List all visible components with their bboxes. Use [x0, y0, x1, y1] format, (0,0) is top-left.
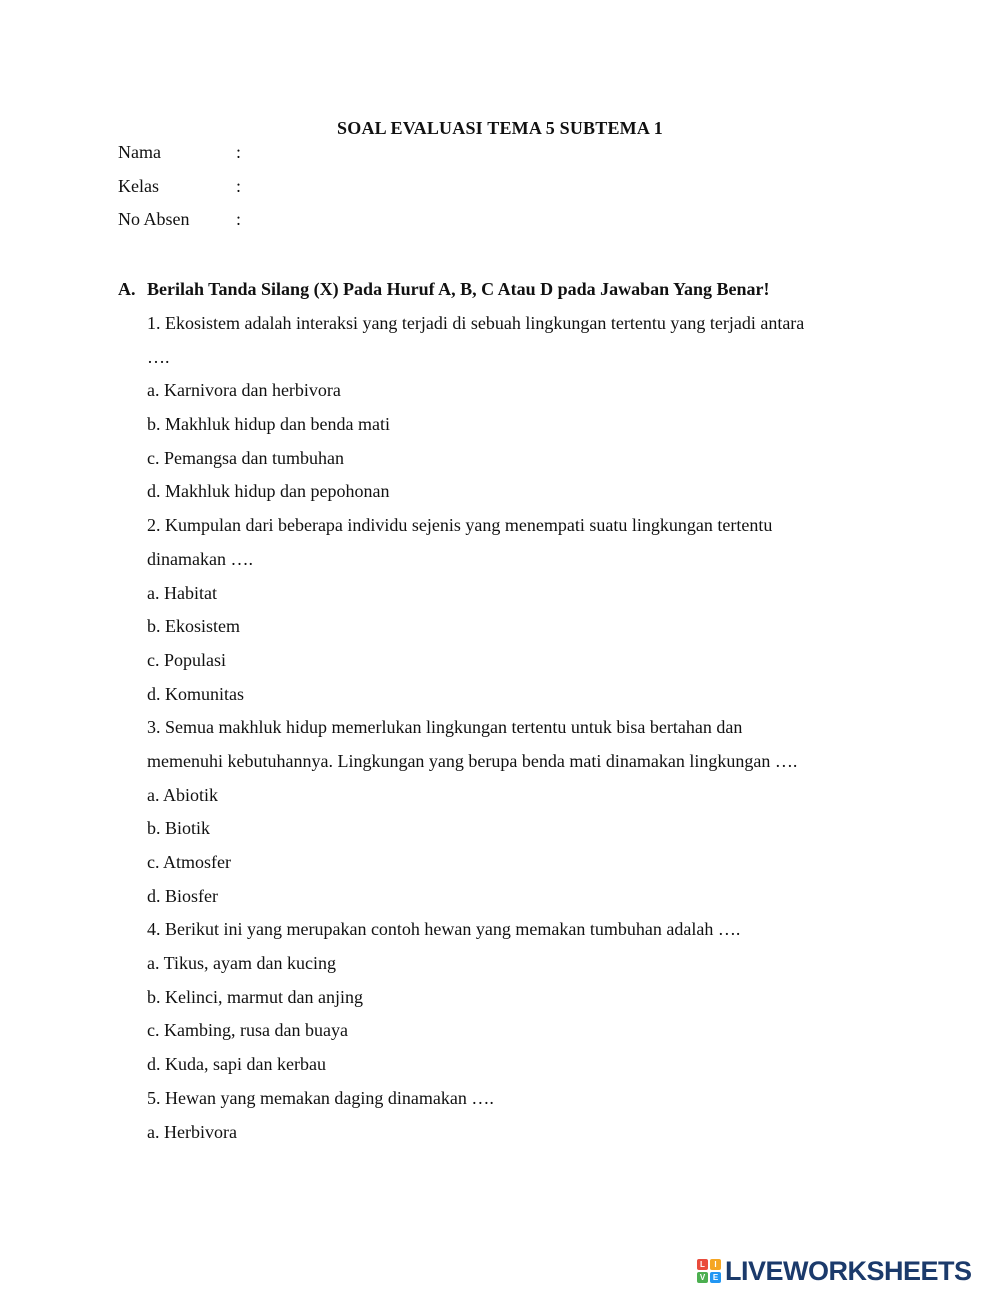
section-marker: A.	[118, 279, 136, 299]
logo-block: L	[697, 1259, 708, 1270]
liveworksheets-logo	[697, 1255, 972, 1287]
section-instruction: Berilah Tanda Silang (X) Pada Huruf A, B, C Atau D pada Jawaban Yang Benar!	[147, 279, 770, 299]
answer-option[interactable]: c. Pemangsa dan tumbuhan	[147, 447, 344, 468]
answer-option[interactable]: a. Abiotik	[147, 784, 218, 805]
absen-label: No Absen	[118, 209, 190, 229]
answer-option[interactable]: b. Biotik	[147, 818, 211, 839]
logo-text: LIVEWORKSHEETS	[725, 1255, 972, 1286]
question-line: 4. Berikut ini yang merupakan contoh hewan yang memakan tumbuhan adalah ….	[147, 919, 741, 940]
absen-field	[118, 209, 241, 230]
question-line: 2. Kumpulan dari beberapa individu sejenis yang menempati suatu lingkungan tertentu	[147, 515, 773, 536]
name-field	[118, 142, 241, 163]
answer-option[interactable]: b. Makhluk hidup dan benda mati	[147, 414, 390, 435]
question-line: 5. Hewan yang memakan daging dinamakan ….	[147, 1087, 494, 1108]
question-line: 1. Ekosistem adalah interaksi yang terjadi di sebuah lingkungan tertentu yang terjadi antara	[147, 313, 805, 333]
logo-block: I	[710, 1259, 721, 1270]
answer-option[interactable]: b. Ekosistem	[147, 616, 240, 637]
answer-option[interactable]: d. Komunitas	[147, 683, 244, 704]
answer-option[interactable]: c. Kambing, rusa dan buaya	[147, 1020, 348, 1041]
logo-block: E	[710, 1272, 721, 1283]
answer-option[interactable]: a. Tikus, ayam dan kucing	[147, 953, 336, 974]
answer-option[interactable]: a. Herbivora	[147, 1121, 237, 1142]
answer-option[interactable]: c. Atmosfer	[147, 852, 231, 872]
logo-blocks-icon	[697, 1259, 721, 1283]
page-title: SOAL EVALUASI TEMA 5 SUBTEMA 1	[337, 118, 663, 138]
name-colon: :	[236, 142, 242, 162]
question-line: 3. Semua makhluk hidup memerlukan lingkungan tertentu untuk bisa bertahan dan	[147, 717, 743, 738]
absen-colon: :	[236, 209, 242, 229]
answer-option[interactable]: d. Biosfer	[147, 885, 218, 906]
question-line: dinamakan ….	[147, 548, 253, 569]
question-list	[147, 312, 804, 1154]
class-colon: :	[236, 176, 242, 196]
answer-option[interactable]: a. Habitat	[147, 582, 217, 603]
answer-option[interactable]: c. Populasi	[147, 649, 226, 670]
logo-block: V	[697, 1272, 708, 1283]
name-label: Nama	[118, 142, 161, 162]
answer-option[interactable]: d. Kuda, sapi dan kerbau	[147, 1054, 326, 1075]
answer-option[interactable]: d. Makhluk hidup dan pepohonan	[147, 481, 390, 502]
answer-option[interactable]: a. Karnivora dan herbivora	[147, 380, 341, 401]
answer-option[interactable]: b. Kelinci, marmut dan anjing	[147, 986, 363, 1007]
section-heading	[118, 279, 769, 300]
class-field	[118, 176, 241, 197]
class-label: Kelas	[118, 176, 159, 196]
question-line: memenuhi kebutuhannya. Lingkungan yang berupa benda mati dinamakan lingkungan ….	[147, 750, 798, 771]
question-line: ….	[147, 346, 170, 367]
